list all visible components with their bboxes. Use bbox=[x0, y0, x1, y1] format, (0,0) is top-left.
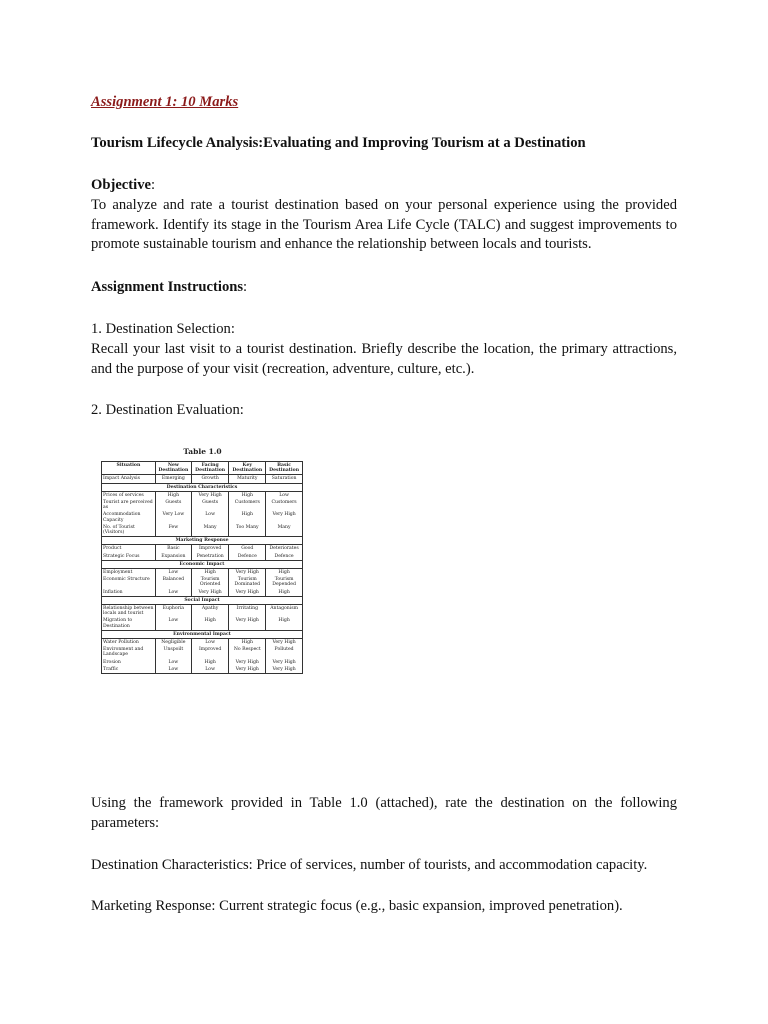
table-cell: Guests bbox=[191, 499, 229, 511]
table-cell: Very Low bbox=[155, 511, 191, 523]
table-cell: Guests bbox=[155, 499, 191, 511]
rating-instructions: Using the framework provided in Table 1.0 (attached), rate the destination on the following parameters: bbox=[91, 795, 677, 831]
table-cell: Many bbox=[266, 524, 303, 537]
table-cell: Few bbox=[155, 524, 191, 537]
instructions-heading: Assignment Instructions: bbox=[91, 279, 248, 295]
table-section-heading: Marketing Response bbox=[102, 537, 303, 545]
table-cell: Water Pollution bbox=[102, 639, 156, 647]
table-cell: Very High bbox=[229, 569, 266, 577]
table-cell: Low bbox=[191, 666, 229, 674]
table-cell: Good bbox=[229, 545, 266, 553]
table-cell: Antagonism bbox=[266, 605, 303, 618]
table-row bbox=[102, 576, 303, 588]
table-cell: Very High bbox=[191, 589, 229, 597]
table-section-row bbox=[102, 560, 303, 568]
table-row bbox=[102, 524, 303, 537]
table-section-heading: Social Impact bbox=[102, 596, 303, 604]
table-figure bbox=[93, 443, 312, 775]
table-cell: High bbox=[229, 511, 266, 523]
table-cell: Migration to Destination bbox=[102, 617, 156, 630]
objective-text: To analyze and rate a tourist destination based on your personal experience using the provided framework. Identify its stage in the Tourism Area Life Cycle (TALC) and suggest improvements to promote sustainable tourism and enhance the relationship between locals and tourists. bbox=[91, 197, 677, 252]
table-cell: Balanced bbox=[155, 576, 191, 588]
table-cell: Too Many bbox=[229, 524, 266, 537]
table-row bbox=[102, 617, 303, 630]
table-row bbox=[102, 659, 303, 666]
table-cell: Very High bbox=[229, 666, 266, 674]
table-cell: Environment and Landscape bbox=[102, 646, 156, 658]
table-title: Table 1.0 bbox=[183, 447, 222, 456]
table-section-heading: Destination Characteristics bbox=[102, 483, 303, 491]
table-row bbox=[102, 646, 303, 658]
table-cell: Improved bbox=[191, 545, 229, 553]
table-row bbox=[102, 605, 303, 618]
table-cell: Low bbox=[266, 491, 303, 499]
table-cell: Accommodation Capacity bbox=[102, 511, 156, 523]
table-header-cell: Facing Destination bbox=[191, 462, 229, 475]
table-cell: Emerging bbox=[155, 475, 191, 483]
table-section-heading: Economic Impact bbox=[102, 560, 303, 568]
table-cell: Very High bbox=[229, 659, 266, 666]
table-cell: High bbox=[229, 639, 266, 647]
step1-heading: 1. Destination Selection: bbox=[91, 321, 235, 337]
talc-table bbox=[101, 461, 303, 674]
table-cell: Strategic Focus bbox=[102, 553, 156, 561]
table-cell: No. of Tourist (Visitors) bbox=[102, 524, 156, 537]
table-row bbox=[102, 639, 303, 647]
table-cell: Customers bbox=[229, 499, 266, 511]
table-cell: Very High bbox=[191, 491, 229, 499]
table-cell: Penetration bbox=[191, 553, 229, 561]
table-cell: High bbox=[191, 659, 229, 666]
step2-heading: 2. Destination Evaluation: bbox=[91, 402, 244, 418]
table-cell: High bbox=[266, 617, 303, 630]
table-cell: Low bbox=[155, 617, 191, 630]
table-cell: Growth bbox=[191, 475, 229, 483]
table-cell: Very High bbox=[266, 666, 303, 674]
table-row bbox=[102, 553, 303, 561]
table-section-row bbox=[102, 483, 303, 491]
table-row bbox=[102, 499, 303, 511]
document-title: Tourism Lifecycle Analysis:Evaluating and Improving Tourism at a Destination bbox=[91, 135, 586, 151]
table-cell: Product bbox=[102, 545, 156, 553]
table-cell: Euphoria bbox=[155, 605, 191, 618]
table-row bbox=[102, 491, 303, 499]
table-cell: Traffic bbox=[102, 666, 156, 674]
table-cell: Relationship between locals and tourist bbox=[103, 606, 154, 617]
table-cell: Many bbox=[191, 524, 229, 537]
table-cell: Employment bbox=[102, 569, 156, 577]
table-cell: Apathy bbox=[191, 605, 229, 618]
table-row bbox=[102, 666, 303, 674]
table-cell: Irritating bbox=[229, 605, 266, 618]
table-cell: Impact Analysis bbox=[102, 475, 156, 483]
table-section-row bbox=[102, 630, 303, 638]
table-cell: Customers bbox=[266, 499, 303, 511]
table-row bbox=[102, 511, 303, 523]
table-section-row bbox=[102, 596, 303, 604]
table-cell: Low bbox=[155, 666, 191, 674]
table-cell: Defence bbox=[266, 553, 303, 561]
table-cell: Basic bbox=[155, 545, 191, 553]
table-row bbox=[102, 569, 303, 577]
table-cell: Inflation bbox=[102, 589, 156, 597]
table-cell: Tourism Dominated bbox=[229, 576, 266, 588]
table-cell: Very High bbox=[266, 639, 303, 647]
table-cell: Low bbox=[155, 589, 191, 597]
table-cell: Very High bbox=[266, 659, 303, 666]
table-cell: Expansion bbox=[155, 553, 191, 561]
table-cell: High bbox=[191, 617, 229, 630]
table-cell: Low bbox=[155, 659, 191, 666]
table-cell: Negligible bbox=[155, 639, 191, 647]
table-header-cell: New Destination bbox=[155, 462, 191, 475]
table-cell: High bbox=[266, 569, 303, 577]
table-row bbox=[102, 545, 303, 553]
table-cell: Saturation bbox=[266, 475, 303, 483]
table-section-row bbox=[102, 537, 303, 545]
table-cell: Polluted bbox=[266, 646, 303, 658]
table-cell: Erosion bbox=[102, 659, 156, 666]
table-cell: Deteriorates bbox=[266, 545, 303, 553]
table-cell: Improved bbox=[191, 646, 229, 658]
table-cell: Tourist are perceived as bbox=[102, 499, 156, 511]
step1-text: Recall your last visit to a tourist destination. Briefly describe the location, the primary attractions, and the purpose of your visit (recreation, adventure, culture, etc.). bbox=[91, 341, 677, 377]
table-cell: Low bbox=[191, 511, 229, 523]
table-cell: Very High bbox=[229, 589, 266, 597]
destination-characteristics-param: Destination Characteristics: Price of services, number of tourists, and accommodation capacity. bbox=[91, 857, 648, 873]
table-cell: Low bbox=[155, 569, 191, 577]
table-cell: Low bbox=[191, 639, 229, 647]
table-header-row bbox=[102, 462, 303, 475]
table-cell: Tourism Oriented bbox=[191, 576, 229, 588]
table-cell: High bbox=[266, 589, 303, 597]
marketing-response-param: Marketing Response: Current strategic focus (e.g., basic expansion, improved penetration). bbox=[91, 898, 623, 914]
table-cell: Very High bbox=[266, 511, 303, 523]
table-row bbox=[102, 589, 303, 597]
table-header-cell: Key Destination bbox=[229, 462, 266, 475]
table-cell: High bbox=[191, 569, 229, 577]
table-cell: Tourism Depended bbox=[266, 576, 303, 588]
table-header-cell: Situation bbox=[102, 462, 156, 475]
table-cell: Economic Structure bbox=[102, 576, 156, 588]
table-cell: Defence bbox=[229, 553, 266, 561]
table-cell: Maturity bbox=[229, 475, 266, 483]
table-cell: Unspoilt bbox=[155, 646, 191, 658]
objective-heading: Objective: bbox=[91, 177, 156, 193]
table-row bbox=[102, 475, 303, 483]
assignment-heading: Assignment 1: 10 Marks bbox=[91, 94, 239, 110]
table-header-cell: Basic Destination bbox=[266, 462, 303, 475]
table-cell: High bbox=[155, 491, 191, 499]
table-cell: Very High bbox=[229, 617, 266, 630]
table-section-heading: Environmental Impact bbox=[102, 630, 303, 638]
table-cell: High bbox=[229, 491, 266, 499]
table-cell: Prices of services bbox=[102, 491, 156, 499]
table-cell: No Respect bbox=[229, 646, 266, 658]
